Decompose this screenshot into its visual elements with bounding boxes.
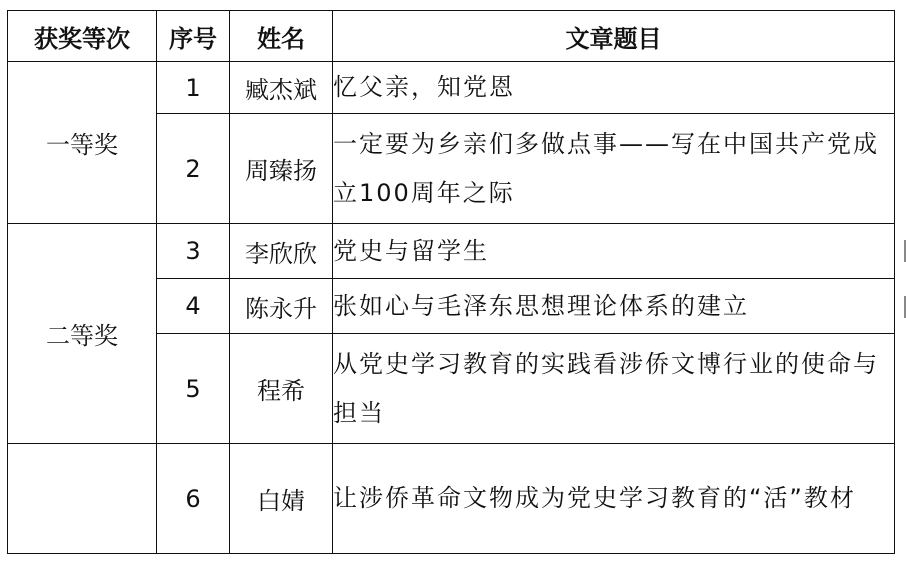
header-title: 文章题目 bbox=[333, 11, 895, 62]
article-title: 党史与留学生 bbox=[333, 224, 895, 279]
author-name: 白婧 bbox=[230, 444, 333, 554]
article-title: 张如心与毛泽东思想理论体系的建立 bbox=[333, 279, 895, 334]
row-number: 5 bbox=[157, 334, 230, 444]
author-name: 程希 bbox=[230, 334, 333, 444]
header-name: 姓名 bbox=[230, 11, 333, 62]
author-name: 周臻扬 bbox=[230, 114, 333, 224]
table-row bbox=[8, 62, 895, 114]
table-row bbox=[8, 444, 895, 554]
article-title: 让涉侨革命文物成为党史学习教育的“活”教材 bbox=[333, 444, 895, 554]
author-name: 臧杰斌 bbox=[230, 62, 333, 114]
header-level: 获奖等次 bbox=[8, 11, 157, 62]
row-number: 2 bbox=[157, 114, 230, 224]
article-title: 忆父亲，知党恩 bbox=[333, 62, 895, 114]
author-name: 李欣欣 bbox=[230, 224, 333, 279]
row-number: 4 bbox=[157, 279, 230, 334]
author-name: 陈永升 bbox=[230, 279, 333, 334]
row-number: 3 bbox=[157, 224, 230, 279]
award-level-third bbox=[8, 444, 157, 554]
header-no: 序号 bbox=[157, 11, 230, 62]
award-table bbox=[7, 10, 895, 554]
header-row bbox=[8, 11, 895, 62]
row-number: 6 bbox=[157, 444, 230, 554]
award-level-second: 二等奖 bbox=[8, 224, 157, 444]
article-title: 从党史学习教育的实践看涉侨文博行业的使命与担当 bbox=[333, 334, 895, 444]
article-title: 一定要为乡亲们多做点事——写在中国共产党成立100周年之际 bbox=[333, 114, 895, 224]
table-row bbox=[8, 224, 895, 279]
row-number: 1 bbox=[157, 62, 230, 114]
award-level-first: 一等奖 bbox=[8, 62, 157, 224]
